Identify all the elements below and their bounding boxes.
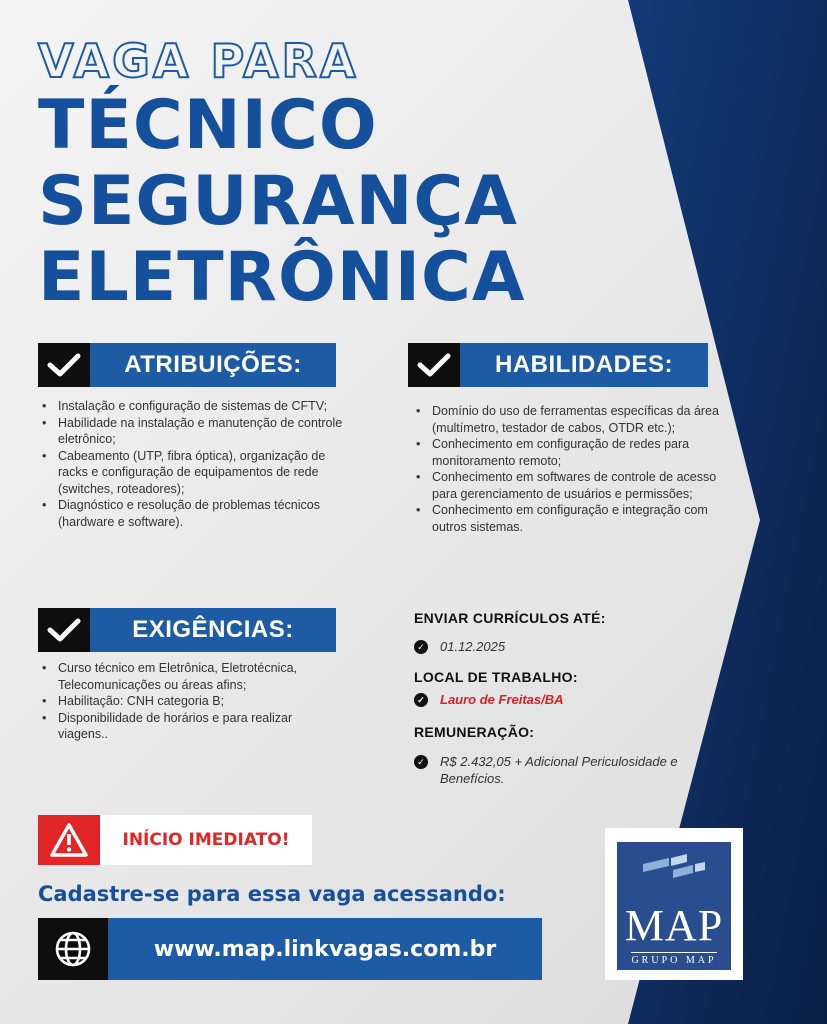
deadline-row: [414, 638, 505, 655]
list-item: • Diagnóstico e resolução de problemas técnicos (hardware e software).: [36, 497, 354, 530]
list-item: • Disponibilidade de horários e para realizar viagens..: [36, 710, 336, 743]
immediate-start-text: INÍCIO IMEDIATO!: [122, 830, 290, 850]
exigencias-title: EXIGÊNCIAS:: [90, 608, 336, 652]
location-value: Lauro de Freitas/BA: [440, 692, 564, 707]
list-item: • Habilitação: CNH categoria B;: [36, 693, 336, 710]
atribuicoes-title: ATRIBUIÇÕES:: [90, 343, 336, 387]
globe-icon: [38, 918, 108, 980]
title-line-3: ELETRÔNICA: [38, 238, 526, 317]
list-item: • Habilidade na instalação e manutenção de controle eletrônico;: [36, 415, 354, 448]
exigencias-header: [38, 608, 336, 652]
deadline-value: 01.12.2025: [440, 639, 506, 654]
habilidades-list: [410, 403, 740, 535]
signup-prompt: Cadastre-se para essa vaga acessando:: [38, 882, 506, 906]
url-banner[interactable]: [38, 918, 542, 980]
atribuicoes-header: [38, 343, 336, 387]
map-logo: [605, 828, 743, 980]
salary-row: [414, 753, 734, 787]
list-item: • Conhecimento em configuração e integração com outros sistemas.: [410, 502, 740, 535]
logo-panel: [617, 842, 731, 970]
job-url-link[interactable]: www.map.linkvagas.com.br: [108, 918, 542, 980]
check-circle-icon: ✓: [414, 755, 428, 769]
warning-icon: [38, 815, 100, 865]
atribuicoes-list: [36, 398, 354, 530]
list-item: • Conhecimento em softwares de controle de acesso para gerenciamento de usuários e permissões;: [410, 469, 740, 502]
check-circle-icon: ✓: [414, 693, 428, 707]
deadline-label: ENVIAR CURRÍCULOS ATÉ:: [414, 610, 606, 626]
logo-subtitle: GRUPO MAP: [631, 952, 716, 966]
title-line-1: TÉCNICO: [38, 86, 378, 165]
checkmark-icon: [38, 343, 90, 387]
list-item: • Conhecimento em configuração de redes para monitoramento remoto;: [410, 436, 740, 469]
habilidades-title: HABILIDADES:: [460, 343, 708, 387]
title-line-2: SEGURANÇA: [38, 162, 518, 241]
habilidades-header: [408, 343, 708, 387]
exigencias-list: [36, 660, 336, 743]
list-item: • Instalação e configuração de sistemas de CFTV;: [36, 398, 354, 415]
kicker-text: VAGA PARA: [38, 34, 359, 88]
immediate-start-badge: [38, 815, 312, 865]
logo-word: MAP: [624, 901, 724, 950]
checkmark-icon: [408, 343, 460, 387]
salary-value: R$ 2.432,05 + Adicional Periculosidade e Benefícios.: [440, 754, 678, 786]
list-item: • Cabeamento (UTP, fibra óptica), organização de racks e configuração de equipamentos de rede (switches, roteadores);: [36, 448, 354, 498]
location-row: [414, 691, 564, 708]
salary-label: REMUNERAÇÃO:: [414, 724, 535, 740]
flag-mark-icon: [639, 854, 709, 884]
checkmark-icon: [38, 608, 90, 652]
location-label: LOCAL DE TRABALHO:: [414, 669, 578, 685]
check-circle-icon: ✓: [414, 640, 428, 654]
list-item: • Domínio do uso de ferramentas específicas da área (multímetro, testador de cabos, OTDR etc.);: [410, 403, 740, 436]
list-item: • Curso técnico em Eletrônica, Eletrotécnica, Telecomunicações ou áreas afins;: [36, 660, 336, 693]
